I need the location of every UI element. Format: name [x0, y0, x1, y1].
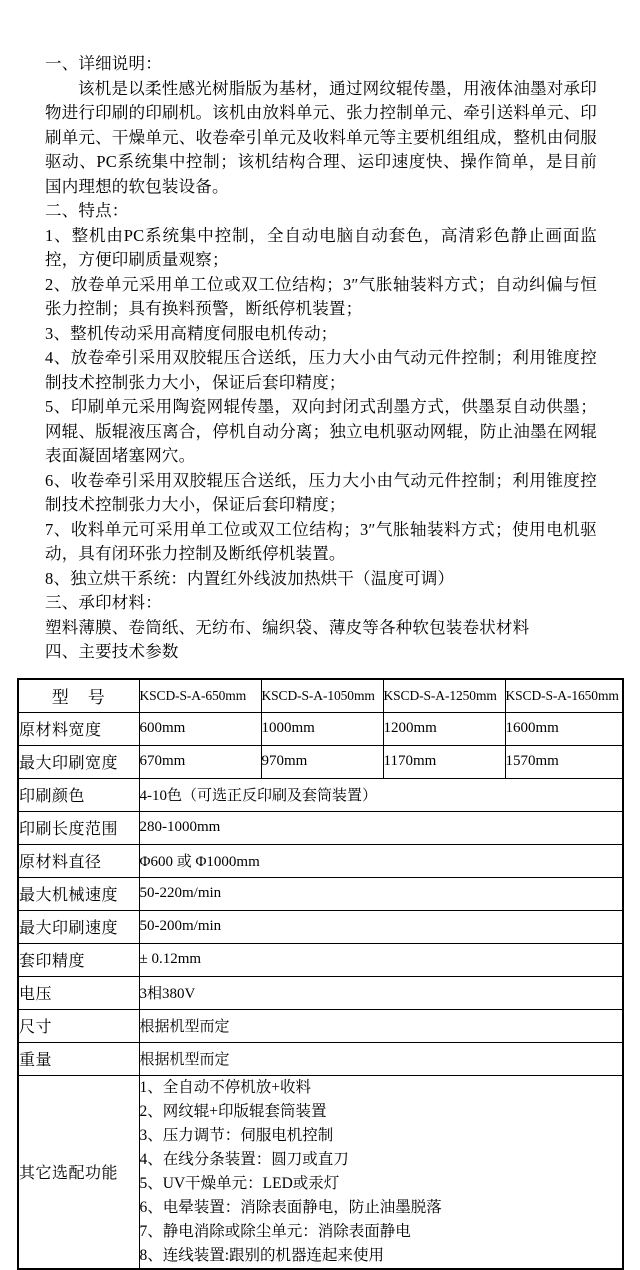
table-row-weight [18, 1042, 623, 1075]
spec-label-cell: 尺寸 [18, 1009, 139, 1042]
feature-item: 6、收卷牵引采用双胶辊压合送纸，压力大小由气动元件控制；利用锥度控制技术控制张力大小，保证后套印精度； [45, 470, 597, 514]
document-text [45, 52, 597, 665]
technical-parameters-table [17, 678, 624, 1270]
section-3-paragraph: 塑料薄膜、卷筒纸、无纺布、编织袋、薄皮等各种软包装卷状材料 [45, 617, 530, 637]
spec-label-cell: 印刷颜色 [18, 778, 139, 811]
feature-item: 7、收料单元可采用单工位或双工位结构；3″气胀轴装料方式；使用电机驱动，具有闭环张力控制及断纸停机装置。 [45, 519, 597, 563]
spec-value-cell: 600mm [139, 712, 261, 745]
spec-value-cell: 1200mm [383, 712, 505, 745]
table-row-optional-functions [18, 1075, 623, 1269]
feature-item: 1、整机由PC系统集中控制，全自动电脑自动套色，高清彩色静止画面监控，方便印刷质量观察； [45, 225, 597, 269]
feature-item: 2、放卷单元采用单工位或双工位结构；3″气胀轴装料方式；自动纠偏与恒张力控制；具有换料预警，断纸停机装置； [45, 274, 597, 318]
spec-value-cell: 280-1000mm [139, 811, 623, 844]
optional-functions-cell [139, 1075, 623, 1269]
spec-value-cell: ± 0.12mm [139, 943, 623, 976]
table-row-max-print-width [18, 745, 623, 778]
table-row-register-accuracy [18, 943, 623, 976]
spec-label-cell: 印刷长度范围 [18, 811, 139, 844]
spec-value-cell: 根据机型而定 [139, 1042, 623, 1075]
feature-item: 8、独立烘干系统：内置红外线波加热烘干（温度可调） [45, 568, 455, 588]
table-row-max-print-speed [18, 910, 623, 943]
table-row-print-colors [18, 778, 623, 811]
section-3-heading: 三、承印材料： [45, 593, 162, 612]
feature-item: 3、整机传动采用高精度伺服电机传动； [45, 323, 338, 343]
feature-item: 4、放卷牵引采用双胶辊压合送纸，压力大小由气动元件控制；利用锥度控制技术控制张力大小，保证后套印精度； [45, 348, 597, 392]
option-item: 5、UV干燥单元：LED或汞灯 [139, 1174, 340, 1192]
table-row-models [18, 679, 623, 713]
spec-label-cell: 最大印刷宽度 [18, 745, 139, 778]
spec-value-cell: 1570mm [505, 745, 623, 778]
model-name-cell: KSCD-S-A-1250mm [383, 679, 505, 713]
table-row-material-diameter [18, 844, 623, 877]
model-name-cell: KSCD-S-A-1650mm [505, 679, 623, 713]
option-item: 3、压力调节：伺服电机控制 [139, 1126, 334, 1144]
section-4-heading: 四、主要技术参数 [45, 642, 179, 661]
option-item: 1、全自动不停机放+收料 [139, 1078, 311, 1096]
option-item: 4、在线分条装置：圆刀或直刀 [139, 1150, 349, 1168]
spec-label-cell: 电压 [18, 976, 139, 1009]
spec-value-cell: 3相380V [139, 976, 623, 1009]
spec-label-cell: 套印精度 [18, 943, 139, 976]
table-row-dimensions [18, 1009, 623, 1042]
option-item: 6、电晕装置：消除表面静电，防止油墨脱落 [139, 1198, 442, 1216]
spec-label-cell: 其它选配功能 [18, 1075, 139, 1269]
model-name-cell: KSCD-S-A-1050mm [261, 679, 383, 713]
spec-value-cell: 根据机型而定 [139, 1009, 623, 1042]
feature-item: 5、印刷单元采用陶瓷网辊传墨，双向封闭式刮墨方式，供墨泵自动供墨；网辊、版辊液压离合，停机自动分离；独立电机驱动网辊，防止油墨在网辊表面凝固堵塞网穴。 [45, 397, 597, 465]
spec-label-cell: 原材料宽度 [18, 712, 139, 745]
spec-label-cell: 最大机械速度 [18, 877, 139, 910]
spec-value-cell: 50-220m/min [139, 877, 623, 910]
spec-value-cell: 4-10色（可选正反印刷及套筒装置） [139, 778, 623, 811]
model-name-cell: KSCD-S-A-650mm [139, 679, 261, 713]
table-row-print-length-range [18, 811, 623, 844]
spec-value-cell: 670mm [139, 745, 261, 778]
spec-label-cell: 最大印刷速度 [18, 910, 139, 943]
table-row-max-mechanical-speed [18, 877, 623, 910]
spec-label-cell: 原材料直径 [18, 844, 139, 877]
spec-value-cell: 970mm [261, 745, 383, 778]
table-row-voltage [18, 976, 623, 1009]
spec-value-cell: 50-200m/min [139, 910, 623, 943]
spec-value-cell: 1600mm [505, 712, 623, 745]
option-item: 8、连线装置:跟别的机器连起来使用 [139, 1246, 385, 1264]
section-2-heading: 二、特点： [45, 201, 129, 220]
model-row-label-cell: 型 号 [18, 679, 139, 713]
spec-value-cell: Φ600 或 Φ1000mm [139, 844, 623, 877]
section-1-paragraph: 该机是以柔性感光树脂版为基材，通过网纹辊传墨，用液体油墨对承印物进行印刷的印刷机。该机由放料单元、张力控制单元、牵引送料单元、印刷单元、干燥单元、收卷牵引单元及收料单元等主要机组组成，整机由伺服驱动、PC系统集中控制；该机结构合理、运印速度快、操作简单，是目前国内理想的软包装设备。 [45, 78, 597, 196]
option-item: 7、静电消除或除尘单元：消除表面静电 [139, 1222, 411, 1240]
option-item: 2、网纹辊+印版辊套筒装置 [139, 1102, 327, 1120]
section-1-heading: 一、详细说明： [45, 54, 162, 73]
table-row-material-width [18, 712, 623, 745]
spec-value-cell: 1170mm [383, 745, 505, 778]
spec-value-cell: 1000mm [261, 712, 383, 745]
spec-label-cell: 重量 [18, 1042, 139, 1075]
